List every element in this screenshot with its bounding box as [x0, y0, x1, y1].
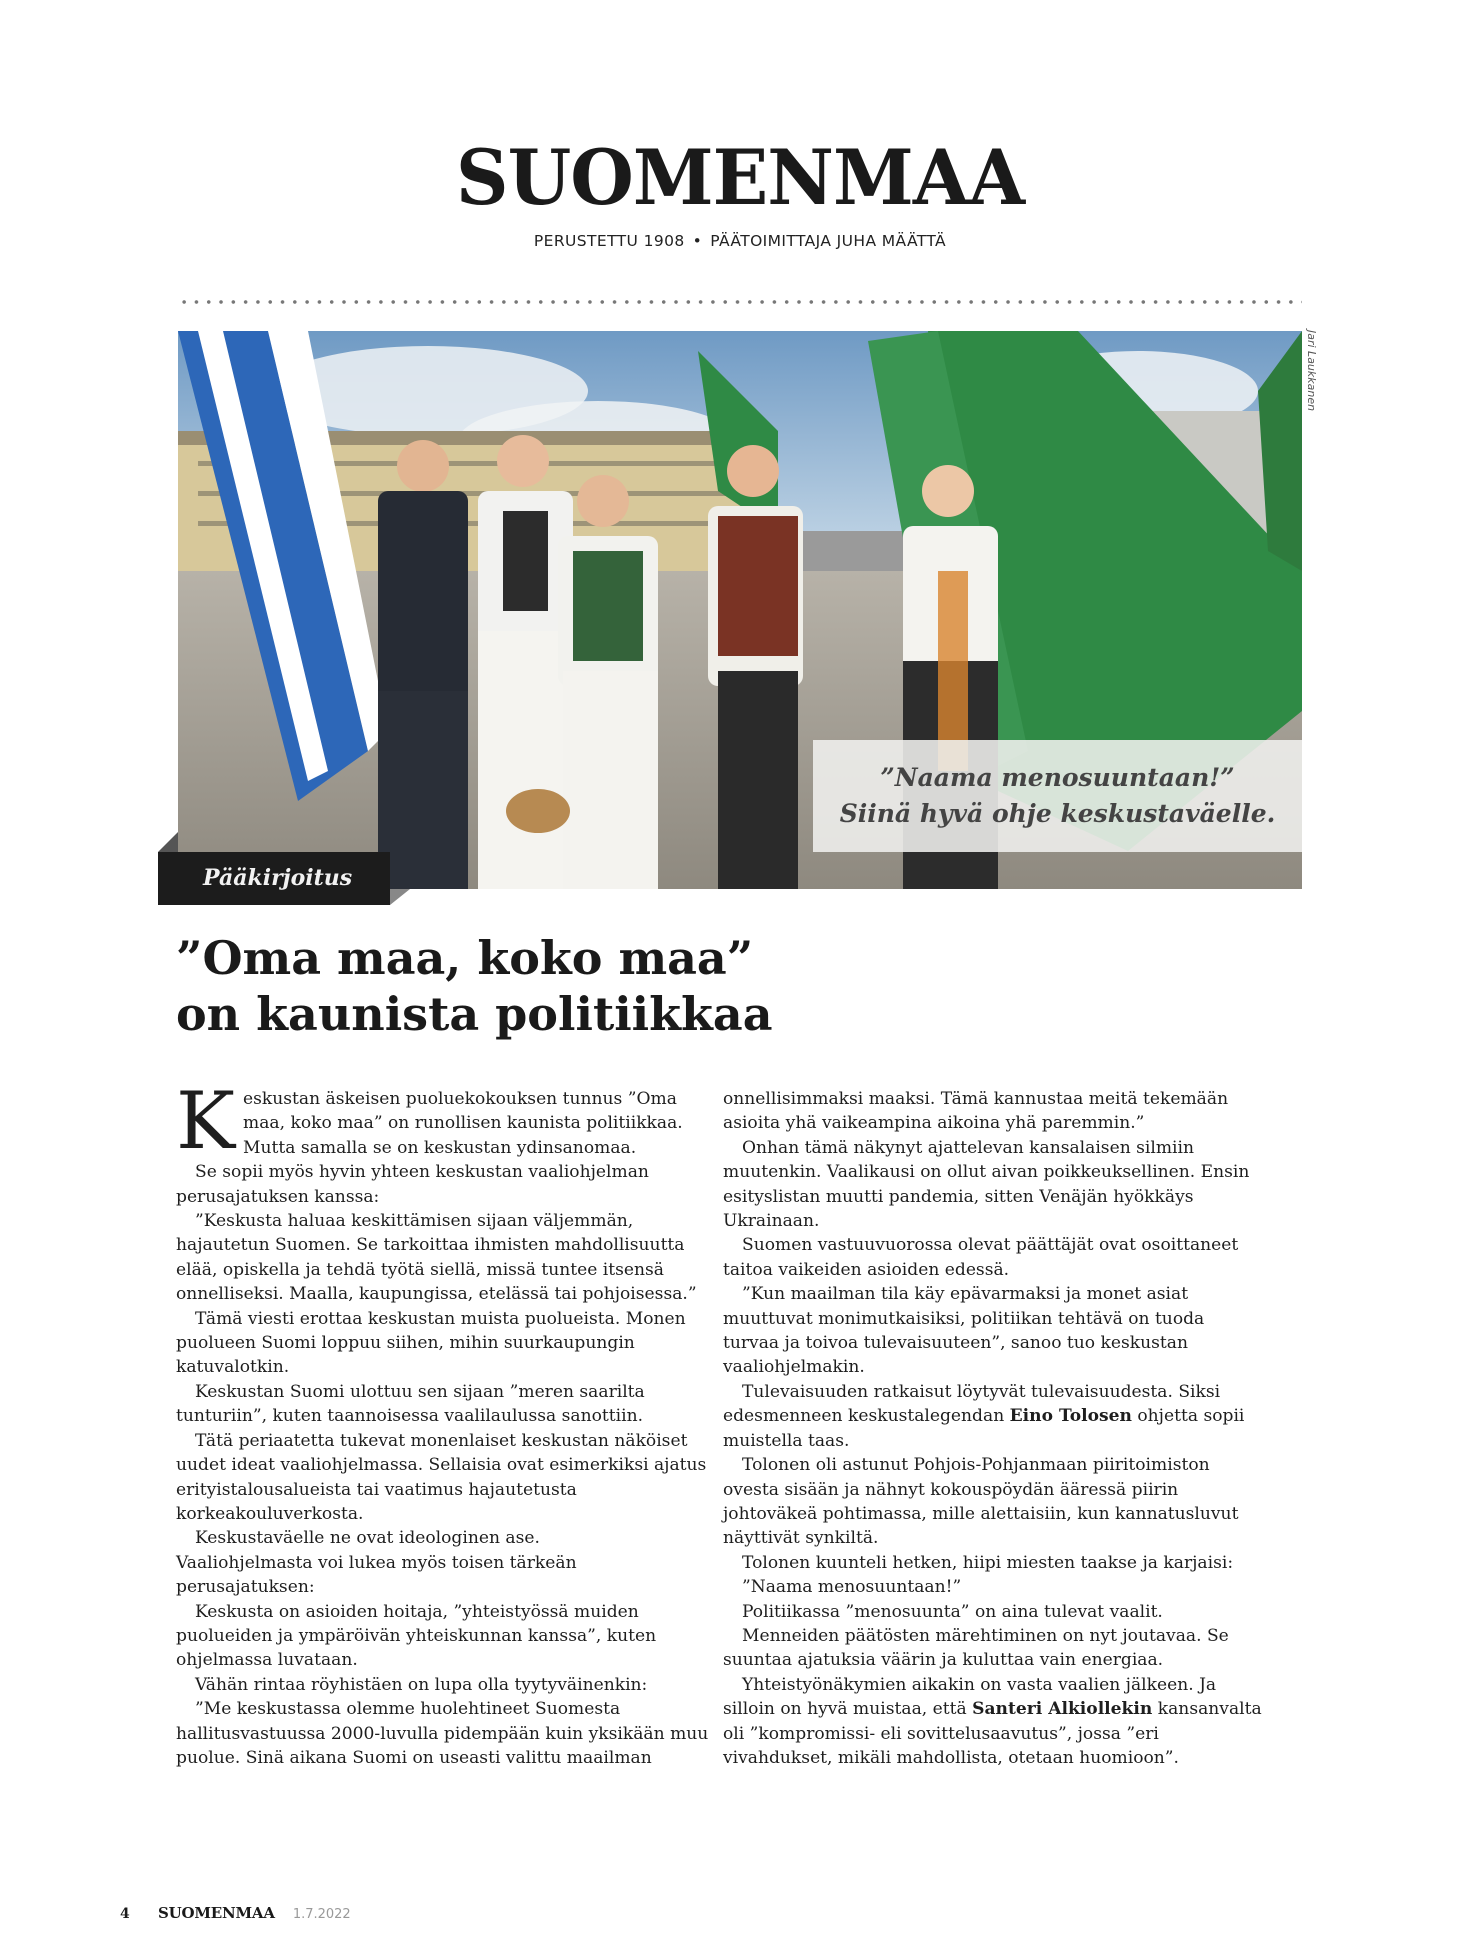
newspaper-logo: SUOMENMAA	[455, 133, 1025, 222]
paragraph: ”Kun maailman tila käy epävarmaksi ja monet asiat muuttuvat monimutkaisiksi, politiikan tehtävä on tuoda turvaa ja toivoa tulevaisuuteen”, sanoo tuo keskustan vaaliohjelmakin.	[723, 1284, 1205, 1378]
paragraph: Politiikassa ”menosuunta” on aina tulevat vaalit.	[742, 1601, 1163, 1622]
paragraph: Onhan tämä näkynyt ajattelevan kansalaisen silmiin muutenkin. Vaalikausi on ollut aivan poikkeuksellinen. Ensin esityslistan muutti pandemia, sitten Venäjän hyökkäys Ukrainaan.	[723, 1137, 1250, 1232]
paragraph: ”Me keskustassa olemme huolehtineet Suomesta hallitusvastuussa 2000-luvulla pidempään kuin yksikään muu puolue. Sinä aikana Suomi on useasti valittu maailman	[176, 1699, 709, 1768]
paragraph: Tulevaisuuden ratkaisut löytyvät tulevaisuudesta. Siksi edesmenneen keskustalegendan Eino Tolosen ohjetta sopii muistella taas.	[723, 1381, 1245, 1451]
section-label: Pääkirjoitus	[158, 852, 390, 905]
pull-quote-line-1: ”Naama menosuuntaan!”	[880, 762, 1235, 792]
masthead	[0, 133, 1480, 250]
paragraph: Keskustaväelle ne ovat ideologinen ase.	[195, 1528, 540, 1549]
paragraph: Tätä periaatetta tukevat monenlaiset keskustan näköiset uudet ideat vaaliohjelmassa. Sellaisia ovat esimerkiksi ajatus erityistalousalueista tai vaatimus hajautetusta korkeakouluverkosta.	[176, 1430, 707, 1524]
article-column-1	[176, 1075, 716, 1770]
section-label-shadow	[390, 889, 410, 905]
masthead-tagline	[0, 232, 1480, 250]
section-label-notch	[158, 832, 178, 852]
issue-date: 1.7.2022	[292, 1907, 351, 1922]
dotted-divider	[178, 300, 1302, 304]
paragraph: ”Keskusta haluaa keskittämisen sijaan väljemmän, hajautetun Suomen. Se tarkoittaa ihmisten mahdollisuutta elää, opiskella ja tehdä työtä siellä, missä tuntee itsensä onnelliseksi. Maalla, kaupungissa, etelässä tai pohjoisessa.”	[176, 1211, 697, 1305]
editor-text: PÄÄTOIMITTAJA JUHA MÄÄTTÄ	[710, 232, 947, 250]
article-column-2	[723, 1087, 1263, 1770]
bullet-separator: •	[692, 232, 703, 250]
headline-line-1: ”Oma maa, koko maa”	[176, 931, 754, 985]
paragraph: Se sopii myös hyvin yhteen keskustan vaaliohjelman perusajatuksen kanssa:	[176, 1162, 649, 1207]
paragraph: Menneiden päätösten märehtiminen on nyt joutavaa. Se suuntaa ajatuksia väärin ja kuluttaa vain energiaa.	[723, 1625, 1229, 1671]
page-footer	[120, 1904, 351, 1922]
paragraph: Suomen vastuuvuorossa olevat päättäjät ovat osoittaneet taitoa vaikeiden asioiden edessä.	[723, 1235, 1239, 1280]
article-headline	[176, 930, 1076, 1042]
page-number: 4	[120, 1906, 130, 1922]
paragraph: Vähän rintaa röyhistäen on lupa olla tyytyväinenkin:	[195, 1674, 648, 1695]
paragraph: ”Naama menosuuntaan!”	[742, 1577, 962, 1598]
headline-line-2: on kaunista politiikkaa	[176, 987, 773, 1041]
pull-quote	[813, 740, 1302, 852]
paragraph: Keskustan äskeisen puoluekokouksen tunnus ”Oma maa, koko maa” on runollisen kaunista politiikkaa. Mutta samalla se on keskustan ydinsanomaa.	[176, 1075, 683, 1167]
paragraph: Vaaliohjelmasta voi lukea myös toisen tärkeän perusajatuksen:	[176, 1552, 577, 1598]
person-name: Santeri Alkiollekin	[972, 1699, 1153, 1720]
founded-text: PERUSTETTU 1908	[533, 232, 685, 250]
paragraph: Keskustan Suomi ulottuu sen sijaan ”meren saarilta tunturiin”, kuten taannoisessa vaalilaulussa sanottiin.	[176, 1381, 645, 1427]
paragraph: Tämä viesti erottaa keskustan muista puolueista. Monen puolueen Suomi loppuu siihen, mihin suurkaupungin katuvalotkin.	[176, 1308, 686, 1378]
drop-cap: K	[176, 1075, 236, 1167]
paragraph: Tolonen kuunteli hetken, hiipi miesten taakse ja karjaisi:	[742, 1552, 1234, 1573]
paragraph: Yhteistyönäkymien aikakin on vasta vaalien jälkeen. Ja silloin on hyvä muistaa, että Santeri Alkiollekin kansanvalta oli ”kompromissi- eli sovittelusaavutus”, jossa ”eri vivahdukset, mikäli mahdollista, otetaan huomioon”.	[723, 1674, 1262, 1768]
footer-logo: SUOMENMAA	[158, 1904, 275, 1922]
paragraph: onnellisimmaksi maaksi. Tämä kannustaa meitä tekemään asioita yhä vaikeampina aikoina yhä paremmin.”	[723, 1089, 1229, 1134]
person-name: Eino Tolosen	[1009, 1406, 1132, 1427]
paragraph: Keskusta on asioiden hoitaja, ”yhteistyössä muiden puolueiden ja ympäröivän yhteiskunnan kanssa”, kuten ohjelmassa luvataan.	[176, 1601, 657, 1671]
photo-credit: Jari Laukkanen	[1305, 330, 1318, 412]
paragraph: Tolonen oli astunut Pohjois-Pohjanmaan piiritoimiston ovesta sisään ja nähnyt kokouspöydän ääressä piirin johtoväkeä pohtimassa, mille alettaisiin, kun kannatusluvut näyttivät synkiltä.	[723, 1455, 1239, 1549]
pull-quote-line-2: Siinä hyvä ohje keskustaväelle.	[839, 799, 1276, 828]
